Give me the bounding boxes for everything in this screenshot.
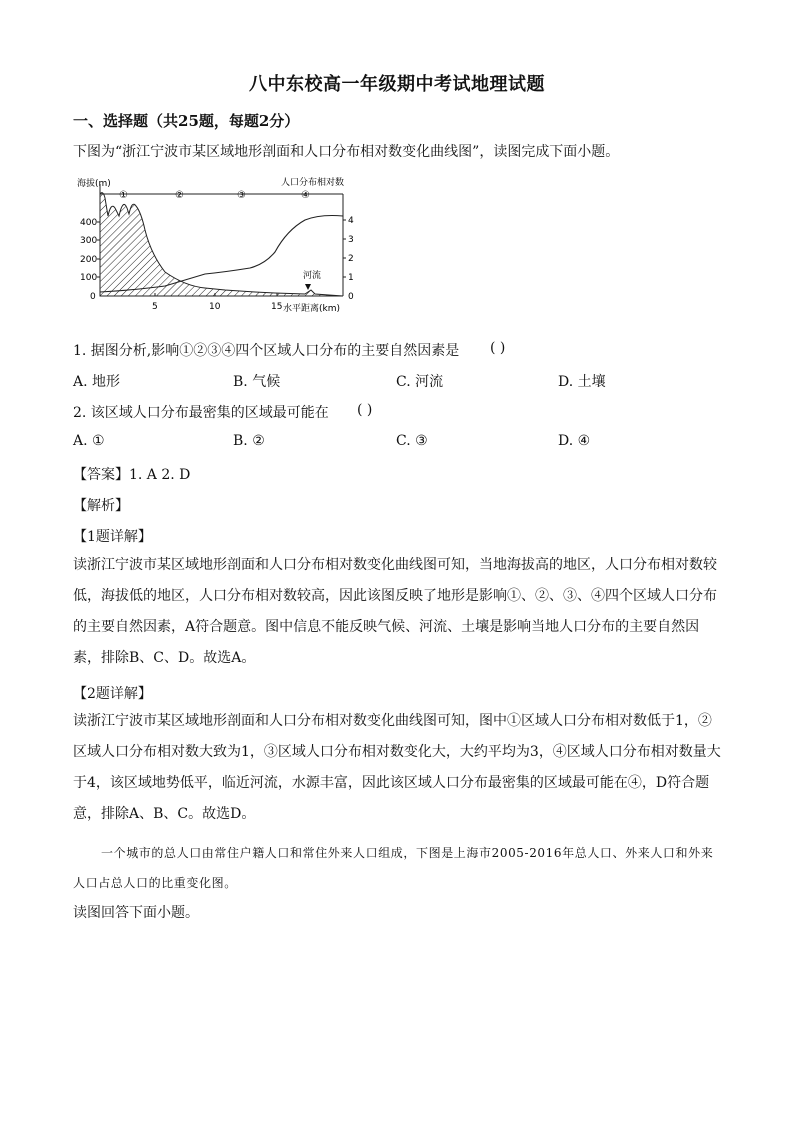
right-tick: 1 xyxy=(348,273,354,283)
right-tick: 2 xyxy=(348,254,354,264)
detail2-label: 【2题详解】 xyxy=(73,686,152,702)
region-2: ② xyxy=(175,190,184,201)
q1-stem: 1. 据图分析,影响①②③④四个区域人口分布的主要自然因素是 xyxy=(73,343,460,359)
q1-option-d: D. 土壤 xyxy=(558,374,606,390)
answer-text: 1. A 2. D xyxy=(129,467,191,483)
q2-option-b: B. ② xyxy=(233,433,265,449)
left-tick: 0 xyxy=(90,292,96,302)
right-tick: 4 xyxy=(348,216,354,226)
river-marker-icon xyxy=(305,284,311,290)
page-title: 八中东校高一年级期中考试地理试题 xyxy=(249,74,545,95)
river-label: 河流 xyxy=(303,271,322,281)
left-axis-title: 海拔(m) xyxy=(77,179,111,189)
left-tick: 300 xyxy=(80,236,98,246)
next-intro-text: 一个城市的总人口由常住户籍人口和常住外来人口组成，下图是上海市2005-2016年总人口、外来人口和外来人口占总人口的比重变化图。 xyxy=(73,846,714,890)
analysis-label: 【解析】 xyxy=(73,498,129,514)
left-tick: 400 xyxy=(80,218,98,228)
q2-stem: 2. 该区域人口分布最密集的区域最可能在 xyxy=(73,405,329,421)
x-tick: 5 xyxy=(152,302,158,312)
answer-line xyxy=(73,464,190,484)
right-axis-title: 人口分布相对数 xyxy=(281,178,345,188)
terrain-population-figure xyxy=(75,172,375,317)
left-tick: 200 xyxy=(80,255,98,265)
q1-option-c: C. 河流 xyxy=(396,374,444,390)
intro-text: 下图为“浙江宁波市某区域地形剖面和人口分布相对数变化曲线图”，读图完成下面小题。 xyxy=(73,144,620,160)
q2-bracket: ( ) xyxy=(357,402,373,418)
answer-label: 【答案】 xyxy=(73,467,129,483)
detail1-text: 读浙江宁波市某区域地形剖面和人口分布相对数变化曲线图可知，当地海拔高的地区，人口分布相对数较低，海拔低的地区，人口分布相对数较高，因此该图反映了地形是影响①、②、③、④四个区域人口分布的主要自然因素，A符合题意。图中信息不能反映气候、河流、土壤是影响当地人口分布的主要自然因素，排除B、C、D。故选A。 xyxy=(73,557,717,666)
section-heading: 一、选择题（共25题，每题2分） xyxy=(73,112,300,130)
region-4: ④ xyxy=(301,190,310,201)
q1-option-a: A. 地形 xyxy=(73,374,121,390)
region-1: ① xyxy=(119,190,128,201)
q1-bracket: ( ) xyxy=(490,340,506,356)
right-tick: 0 xyxy=(348,292,354,302)
q2-option-c: C. ③ xyxy=(396,433,428,449)
q1-option-b: B. 气候 xyxy=(233,374,281,390)
q2-option-a: A. ① xyxy=(73,433,105,449)
x-tick: 15 xyxy=(271,302,283,312)
x-tick: 10 xyxy=(209,302,221,312)
q2-option-d: D. ④ xyxy=(558,433,591,449)
left-tick: 100 xyxy=(80,273,98,283)
region-3: ③ xyxy=(237,190,246,201)
next-question-text: 读图回答下面小题。 xyxy=(73,905,199,921)
x-axis-title: 水平距离(km) xyxy=(283,304,341,314)
right-tick: 3 xyxy=(348,235,354,245)
detail1-label: 【1题详解】 xyxy=(73,529,152,545)
detail2-text: 读浙江宁波市某区域地形剖面和人口分布相对数变化曲线图可知，图中①区域人口分布相对数低于1，②区域人口分布相对数大致为1，③区域人口分布相对数变化大，大约平均为3，④区域人口分布相对数量大于4，该区域地势低平，临近河流，水源丰富，因此该区域人口分布最密集的区域最可能在④，D符合题意，排除A、B、C。故选D。 xyxy=(73,713,721,822)
